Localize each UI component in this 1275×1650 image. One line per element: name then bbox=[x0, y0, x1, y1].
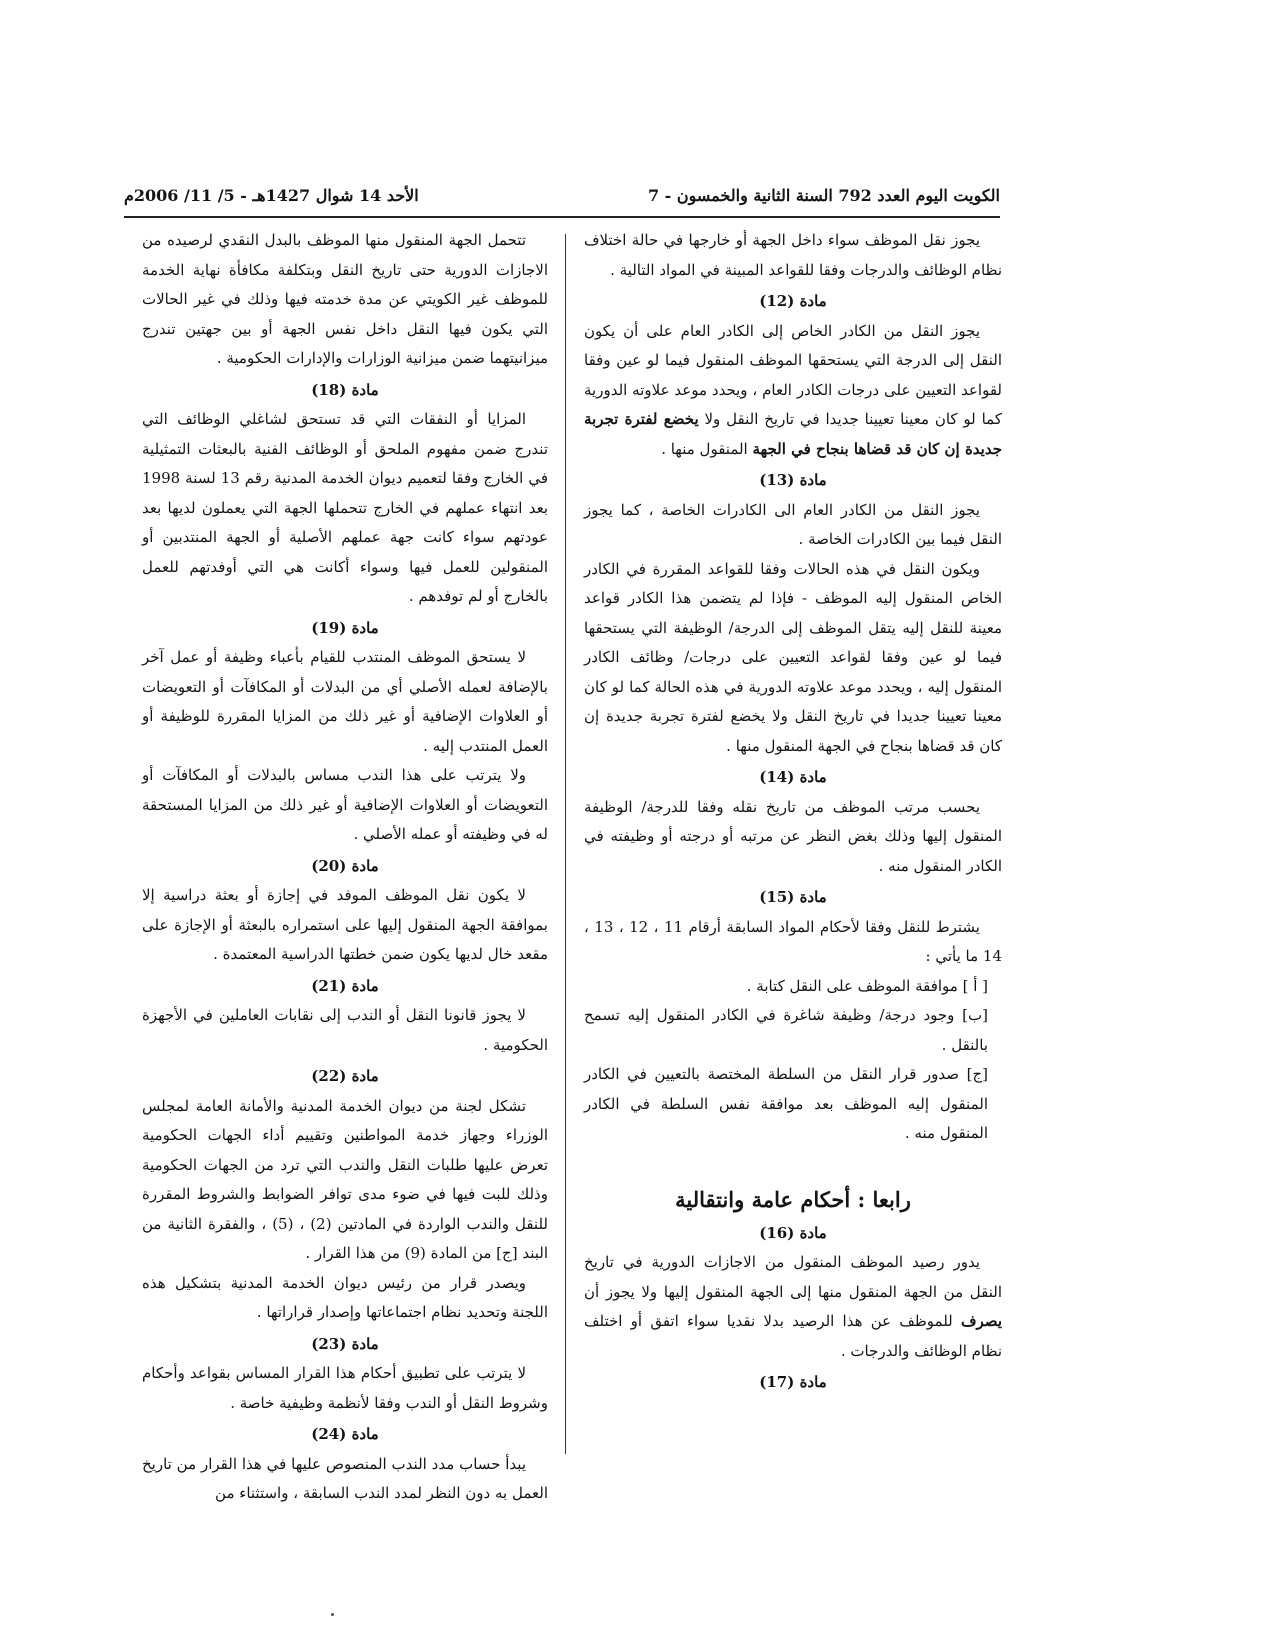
article-14-title: مادة (14) bbox=[759, 768, 827, 786]
article-22-paragraph-2: ويصدر قرار من رئيس ديوان الخدمة المدنية بتشكيل هذه اللجنة وتحديد نظام اجتماعاتها وإصدار قراراتها . bbox=[142, 1273, 548, 1321]
header-publication-info: الكويت اليوم العدد 792 السنة الثانية والخمسون - 7 bbox=[647, 186, 1000, 205]
article-24-title: مادة (24) bbox=[311, 1425, 379, 1443]
article-18-title: مادة (18) bbox=[311, 380, 379, 399]
article-15-title: مادة (15) bbox=[759, 888, 827, 906]
article-23-text: لا يترتب على تطبيق أحكام هذا القرار المساس بقواعد وأحكام وشروط النقل أو الندب وفقا لأنظمة وظيفية خاصة . bbox=[142, 1364, 548, 1412]
article-24-text: يبدأ حساب مدد الندب المنصوص عليها في هذا القرار من تاريخ العمل به دون النظر لمدد الندب السابقة ، واستثناء من bbox=[142, 1454, 548, 1502]
article-12-body bbox=[584, 317, 1002, 465]
article-22-paragraph-1: تشكل لجنة من ديوان الخدمة المدنية والأمانة العامة لمجلس الوزراء وجهاز خدمة المواطنين وتقييم أداء الجهات الحكومية تعرض عليها طلبات النقل والندب التي ترد من الجهات الحكومية وذلك للبت فيها في ضوء مدى توافر الضوابط والشروط المقررة للنقل والندب الواردة في المادتين (2) ، (5) ، والفقرة الثانية من البند [ج] من المادة (9) من هذا القرار . bbox=[142, 1096, 548, 1262]
paragraph: يجوز نقل الموظف سواء داخل الجهة أو خارجها في حالة اختلاف نظام الوظائف والدرجات وفقا للقواعد المبينة في المواد التالية . bbox=[584, 231, 1002, 279]
article-19-paragraph-1: لا يستحق الموظف المنتدب للقيام بأعباء وظيفة أو عمل آخر بالإضافة لعمله الأصلي أي من البدلات أو المكافآت أو التعويضات أو العلاوات الإضافية أو غير ذلك من المزايا المقررة للوظيفة أو العمل المنتدب إليه . bbox=[142, 648, 548, 755]
article-16-title: مادة (16) bbox=[759, 1223, 827, 1242]
article-13-paragraph-2: ويكون النقل في هذه الحالات وفقا للقواعد المقررة في الكادر الخاص المنقول إليه الموظف - فإذا لم يتضمن هذا الكادر قواعد معينة للنقل إليه يتقل الموظف إلى الدرجة/ الوظيفة التي يستحقها فيما لو عين وفقا لقواعد التعيين على درجات/ وظائف الكادر المنقول إليه ، ويحدد موعد علاوته الدورية في هذه الحالة كما لو كان معينا تعيينا جديدا في تاريخ النقل ولا يخضع لفترة تجربة جديدة إن كان قد قضاها بنجاح في الجهة المنقول منها . bbox=[584, 559, 1002, 755]
page-header bbox=[124, 180, 1000, 216]
article-14-text: يحسب مرتب الموظف من تاريخ نقله وفقا للدرجة/ الوظيفة المنقول إليها وذلك بغض النظر عن مرتبه أو درجته أو وظيفته في الكادر المنقول منه . bbox=[584, 797, 1002, 875]
article-15-item-c: [ج] صدور قرار النقل من السلطة المختصة بالتعيين في الكادر المنقول إليه الموظف بعد موافقة نفس السلطة في الكادر المنقول منه . bbox=[584, 1065, 988, 1142]
right-column bbox=[584, 226, 1002, 1398]
header-date: الأحد 14 شوال 1427هـ - 5/ 11/ 2006م bbox=[124, 186, 419, 205]
article-16-body bbox=[584, 1248, 1002, 1366]
article-16-bold-word: يصرف bbox=[960, 1312, 1002, 1330]
article-18-text: المزايا أو النفقات التي قد تستحق لشاغلي الوظائف التي تندرج ضمن مفهوم الملحق أو الوظائف الفنية بالبعثات التمثيلية في الخارج وفقا لتعميم ديوان الخدمة المدنية رقم 13 لسنة 1998 بعد انتهاء عملهم في الخارج تتحملها الجهة التي يعملون لديها بعد عودتهم سواء كانت جهة عملهم الأصلية أو الجهة المنتدبين أو المنقولين للعمل فيها وسواء أكانت هي التي أوفدتهم للعمل بالخارج أو لم توفدهم . bbox=[142, 410, 548, 605]
article-13-paragraph-1: يجوز النقل من الكادر العام الى الكادرات الخاصة ، كما يجوز النقل فيما بين الكادرات الخاصة . bbox=[584, 500, 1002, 548]
paragraph: تتحمل الجهة المنقول منها الموظف بالبدل النقدي لرصيده من الاجازات الدورية حتى تاريخ النقل وبتكلفة مكافأة نهاية الخدمة للموظف غير الكويتي عن مدة خدمته فيها وذلك في غير الحالات التي يكون فيها النقل داخل نفس الجهة أو بين جهتين تندرج ميزانيتهما ضمن ميزانية الوزارات والإدارات الحكومية . bbox=[142, 231, 548, 367]
left-column bbox=[142, 226, 548, 1509]
header-divider bbox=[124, 216, 1000, 218]
article-12-title: مادة (12) bbox=[759, 292, 827, 310]
article-19-title: مادة (19) bbox=[311, 618, 379, 637]
article-15-item-b: [ب] وجود درجة/ وظيفة شاغرة في الكادر المنقول إليه تسمح بالنقل . bbox=[584, 1006, 988, 1054]
article-12-end: المنقول منها . bbox=[661, 439, 748, 458]
article-19-paragraph-2: ولا يترتب على هذا الندب مساس بالبدلات أو المكافآت أو التعويضات أو العلاوات الإضافية أو غير ذلك من المزايا المستحقة له في وظيفته أو عمله الأصلي . bbox=[142, 766, 548, 843]
article-15-intro: يشترط للنقل وفقا لأحكام المواد السابقة أرقام 11 ، 12 ، 13 ، 14 ما يأتي : bbox=[584, 917, 1002, 965]
section-4-title: رابعا : أحكام عامة وانتقالية bbox=[675, 1186, 911, 1212]
column-divider bbox=[565, 234, 566, 1454]
article-12-bold-text: يخضع لفترة تجربة جديدة إن كان قد قضاها بنجاح في الجهة bbox=[584, 410, 1002, 458]
article-22-title: مادة (22) bbox=[311, 1067, 379, 1085]
article-12-text: يجوز النقل من الكادر الخاص إلى الكادر العام على أن يكون النقل إلى الدرجة التي يستحقها الموظف المنقول فيما لو عين وفقا لقواعد التعيين على درجات الكادر العام ، ويحدد موعد علاوته الدورية كما لو كان معينا تعيينا جديدا في تاريخ النقل ولا bbox=[584, 321, 1002, 428]
article-17-title: مادة (17) bbox=[759, 1373, 827, 1391]
article-13-title: مادة (13) bbox=[759, 471, 827, 489]
article-16-text-2: للموظف عن هذا الرصيد بدلا نقديا سواء اتفق أو اختلف نظام الوظائف والدرجات . bbox=[584, 1312, 1002, 1360]
article-16-text-1: يدور رصيد الموظف المنقول من الاجازات الدورية في تاريخ النقل من الجهة المنقول منها إلى الجهة المنقول إليها ولا يجوز أن bbox=[584, 1253, 1002, 1301]
article-23-title: مادة (23) bbox=[311, 1334, 379, 1353]
article-15-item-a: [ أ ] موافقة الموظف على النقل كتابة . bbox=[746, 976, 988, 995]
article-20-title: مادة (20) bbox=[311, 856, 379, 875]
article-21-text: لا يجوز قانونا النقل أو الندب إلى نقابات العاملين في الأجهزة الحكومية . bbox=[142, 1006, 548, 1054]
article-21-title: مادة (21) bbox=[311, 976, 379, 995]
scan-speck bbox=[331, 1613, 334, 1616]
article-20-text: لا يكون نقل الموظف الموفد في إجازة أو بعثة دراسية إلا بموافقة الجهة المنقول إليها على استمراره بالبعثة أو الإجازة على مقعد خال لديها يكون ضمن خطتها الدراسية المعتمدة . bbox=[142, 886, 548, 963]
